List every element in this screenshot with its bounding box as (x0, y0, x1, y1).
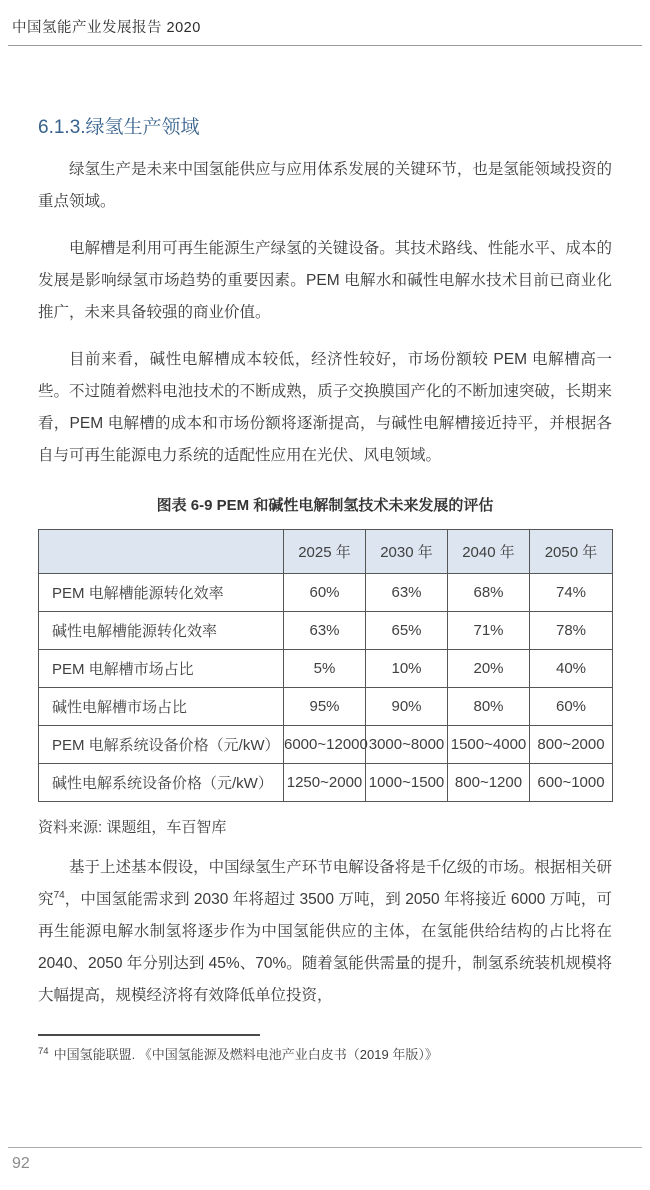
page-number: 92 (12, 1155, 30, 1172)
table-cell: 78% (530, 612, 613, 650)
row-label: PEM 电解槽市场占比 (39, 650, 284, 688)
table-cell: 65% (366, 612, 448, 650)
table-cell: 20% (448, 650, 530, 688)
table-row (39, 612, 613, 650)
table-cell: 60% (530, 688, 613, 726)
page-content (38, 112, 612, 1063)
table-cell: 800~1200 (448, 764, 530, 802)
table-cell: 95% (284, 688, 366, 726)
page-footer (8, 1147, 642, 1173)
footnote-block (38, 1034, 612, 1063)
paragraph-2: 电解槽是利用可再生能源生产绿氢的关键设备。其技术路线、性能水平、成本的发展是影响绿氢市场趋势的重要因素。PEM 电解水和碱性电解水技术目前已商业化推广，未来具备较强的商业价值。 (38, 240, 612, 321)
footnote-separator (38, 1034, 260, 1036)
paragraph-3: 目前来看，碱性电解槽成本较低，经济性较好，市场份额较 PEM 电解槽高一些。不过随着燃料电池技术的不断成熟，质子交换膜国产化的不断加速突破，长期来看，PEM 电解槽的成本和市场份额将逐渐提高，与碱性电解槽接近持平，并根据各自与可再生能源电力系统的适配性应用在光伏、风电领域。 (38, 351, 612, 464)
table-cell: 60% (284, 574, 366, 612)
table-cell: 63% (284, 612, 366, 650)
row-label: 碱性电解槽市场占比 (39, 688, 284, 726)
paragraph-4-text-b: ，中国氢能需求到 2030 年将超过 3500 万吨，到 2050 年将接近 6000 万吨，可再生能源电解水制氢将逐步作为中国氢能供应的主体，在氢能供给结构的占比将在 2040、2050 年分别达到 45%、70%。随着氢能供需量的提升，制氢系统装机规模将大幅提高，规模经济将有效降低单位投资， (38, 891, 612, 1004)
table-row (39, 650, 613, 688)
table-cell: 5% (284, 650, 366, 688)
table-cell: 71% (448, 612, 530, 650)
row-label: 碱性电解槽能源转化效率 (39, 612, 284, 650)
section-heading: 6.1.3.绿氢生产领域 (38, 117, 200, 138)
table-cell: 6000~12000 (284, 726, 366, 764)
table-row (39, 574, 613, 612)
table-cell: 1250~2000 (284, 764, 366, 802)
table-cell: 1500~4000 (448, 726, 530, 764)
table-caption: 图表 6-9 PEM 和碱性电解制氢技术未来发展的评估 (156, 497, 494, 514)
page-header (8, 0, 642, 46)
table-cell: 63% (366, 574, 448, 612)
table-cell: 40% (530, 650, 613, 688)
table-header-row (39, 530, 613, 574)
table-col-header-2030: 2030 年 (366, 530, 448, 574)
paragraph-4 (38, 852, 612, 1012)
footnote-marker: 74 (38, 1045, 49, 1057)
footnote-text-body: 中国氢能联盟. 《中国氢能源及燃料电池产业白皮书（2019 年版）》 (53, 1047, 438, 1062)
table-col-header-2040: 2040 年 (448, 530, 530, 574)
table-cell: 90% (366, 688, 448, 726)
table-cell: 68% (448, 574, 530, 612)
row-label: 碱性电解系统设备价格（元/kW） (39, 764, 284, 802)
table-col-header-blank (39, 530, 284, 574)
table-col-header-2050: 2050 年 (530, 530, 613, 574)
table-cell: 1000~1500 (366, 764, 448, 802)
table-cell: 3000~8000 (366, 726, 448, 764)
table-row (39, 726, 613, 764)
table-cell: 800~2000 (530, 726, 613, 764)
table-row (39, 688, 613, 726)
footnote (38, 1044, 612, 1063)
table-cell: 80% (448, 688, 530, 726)
row-label: PEM 电解槽能源转化效率 (39, 574, 284, 612)
table-col-header-2025: 2025 年 (284, 530, 366, 574)
paragraph-4-text-a: 基于上述基本假设，中国绿氢生产环节电解设备将是千亿级的市场。根据相关研究 (38, 859, 612, 908)
paragraph-1: 绿氢生产是未来中国氢能供应与应用体系发展的关键环节，也是氢能领域投资的重点领域。 (38, 161, 612, 210)
table-cell: 10% (366, 650, 448, 688)
table-cell: 600~1000 (530, 764, 613, 802)
table-row (39, 764, 613, 802)
footnote-ref-74: 74 (53, 889, 65, 901)
row-label: PEM 电解系统设备价格（元/kW） (39, 726, 284, 764)
table-source: 资料来源: 课题组，车百智库 (38, 819, 227, 836)
table-cell: 74% (530, 574, 613, 612)
evaluation-table (38, 529, 613, 802)
report-title: 中国氢能产业发展报告 2020 (12, 20, 201, 36)
